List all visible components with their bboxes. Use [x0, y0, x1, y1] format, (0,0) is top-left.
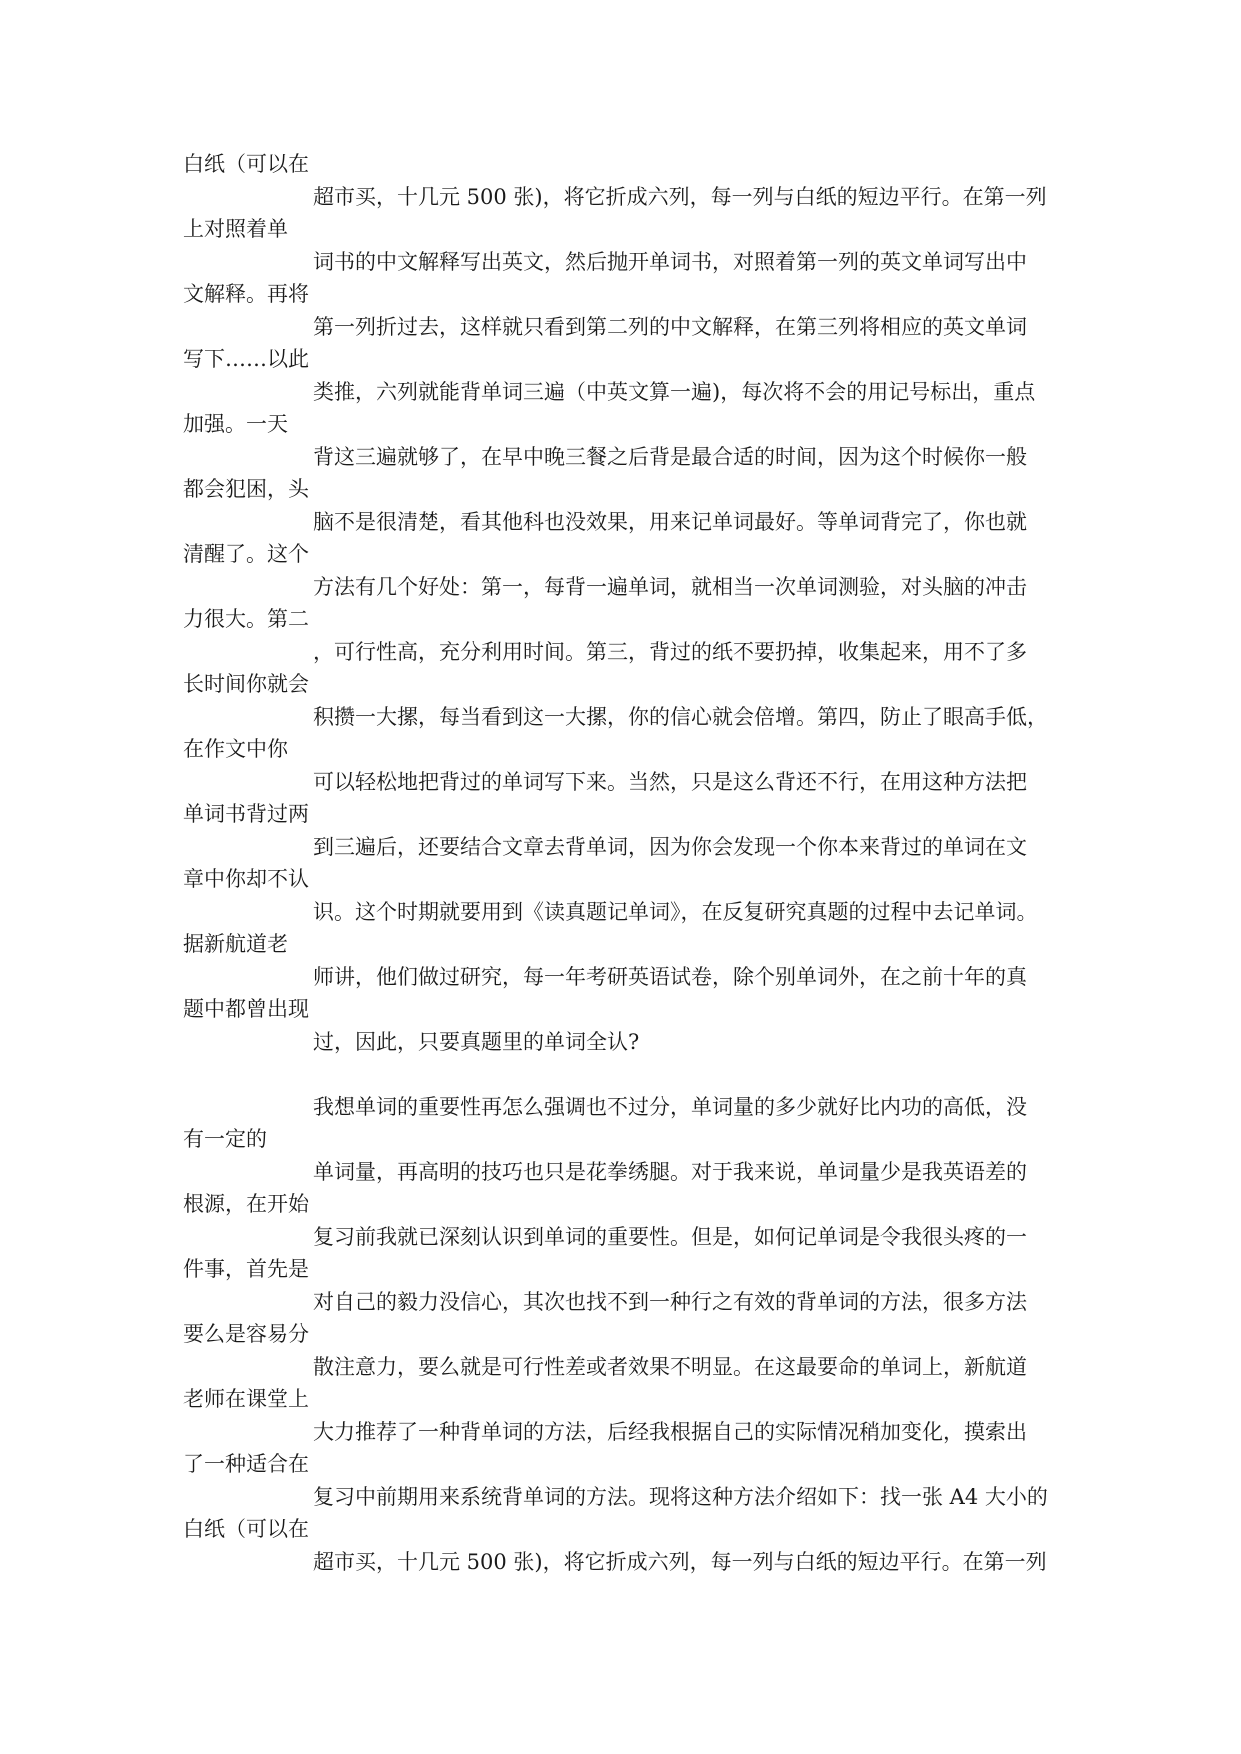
text-line: 单词书背过两: [183, 802, 309, 826]
text-line: 有一定的: [183, 1127, 267, 1151]
text-line: 词书的中文解释写出英文，然后抛开单词书，对照着第一列的英文单词写出中: [313, 249, 1027, 274]
text-line: 方法有几个好处：第一，每背一遍单词，就相当一次单词测验，对头脑的冲击: [313, 574, 1027, 599]
text-line: 师讲，他们做过研究，每一年考研英语试卷，除个别单词外，在之前十年的真: [313, 964, 1027, 989]
text-line: 超市买，十几元 500 张)，将它折成六列，每一列与白纸的短边平行。在第一列: [313, 184, 1047, 209]
text-line: 上对照着单: [183, 217, 288, 241]
blank-line: [183, 1058, 1063, 1091]
text-line: 据新航道老: [183, 932, 288, 956]
text-line: 章中你却不认: [183, 867, 309, 891]
text-line: 老师在课堂上: [183, 1387, 309, 1411]
text-line: 单词量，再高明的技巧也只是花拳绣腿。对于我来说，单词量少是我英语差的: [313, 1159, 1027, 1184]
text-line: 对自己的毅力没信心，其次也找不到一种行之有效的背单词的方法，很多方法: [313, 1289, 1027, 1314]
text-line: 了一种适合在: [183, 1452, 309, 1476]
text-line: 复习中前期用来系统背单词的方法。现将这种方法介绍如下：找一张 A4 大小的: [313, 1484, 1048, 1509]
text-line: 超市买，十几元 500 张)，将它折成六列，每一列与白纸的短边平行。在第一列: [313, 1549, 1047, 1574]
text-line: 在作文中你: [183, 737, 288, 761]
text-line: 白纸（可以在: [183, 1517, 309, 1541]
text-line: 题中都曾出现: [183, 997, 309, 1021]
text-line: 要么是容易分: [183, 1322, 309, 1346]
text-line: 识。这个时期就要用到《读真题记单词》，在反复研究真题的过程中去记单词。: [313, 899, 1038, 924]
document-body: [183, 148, 1063, 1578]
text-line: 复习前我就已深刻认识到单词的重要性。但是，如何记单词是令我很头疼的一: [313, 1224, 1027, 1249]
text-line: 到三遍后，还要结合文章去背单词，因为你会发现一个你本来背过的单词在文: [313, 834, 1027, 859]
text-line: ，可行性高，充分利用时间。第三，背过的纸不要扔掉，收集起来，用不了多: [313, 639, 1027, 664]
text-line: 件事，首先是: [183, 1257, 309, 1281]
text-line: 白纸（可以在: [183, 152, 309, 176]
text-line: 大力推荐了一种背单词的方法，后经我根据自己的实际情况稍加变化，摸索出: [313, 1419, 1027, 1444]
text-line: 我想单词的重要性再怎么强调也不过分，单词量的多少就好比内功的高低，没: [313, 1094, 1027, 1119]
text-line: 根源，在开始: [183, 1192, 309, 1216]
text-line: 背这三遍就够了，在早中晚三餐之后背是最合适的时间，因为这个时候你一般: [313, 444, 1027, 469]
text-line: 都会犯困，头: [183, 477, 309, 501]
text-line: 积攒一大摞，每当看到这一大摞，你的信心就会倍增。第四，防止了眼高手低，: [313, 704, 1048, 729]
text-line: 长时间你就会: [183, 672, 309, 696]
text-line: 清醒了。这个: [183, 542, 309, 566]
text-line: 力很大。第二: [183, 607, 309, 631]
text-line: 脑不是很清楚，看其他科也没效果，用来记单词最好。等单词背完了，你也就: [313, 509, 1027, 534]
text-line: 类推，六列就能背单词三遍（中英文算一遍)，每次将不会的用记号标出，重点: [313, 379, 1036, 404]
text-line: 散注意力，要么就是可行性差或者效果不明显。在这最要命的单词上，新航道: [313, 1354, 1027, 1379]
text-line: 第一列折过去，这样就只看到第二列的中文解释，在第三列将相应的英文单词: [313, 314, 1027, 339]
text-line: 加强。一天: [183, 412, 288, 436]
text-line: 可以轻松地把背过的单词写下来。当然，只是这么背还不行，在用这种方法把: [313, 769, 1027, 794]
text-line: 写下……以此: [183, 347, 309, 371]
text-line: 过，因此，只要真题里的单词全认?: [313, 1029, 640, 1054]
text-line: 文解释。再将: [183, 282, 309, 306]
